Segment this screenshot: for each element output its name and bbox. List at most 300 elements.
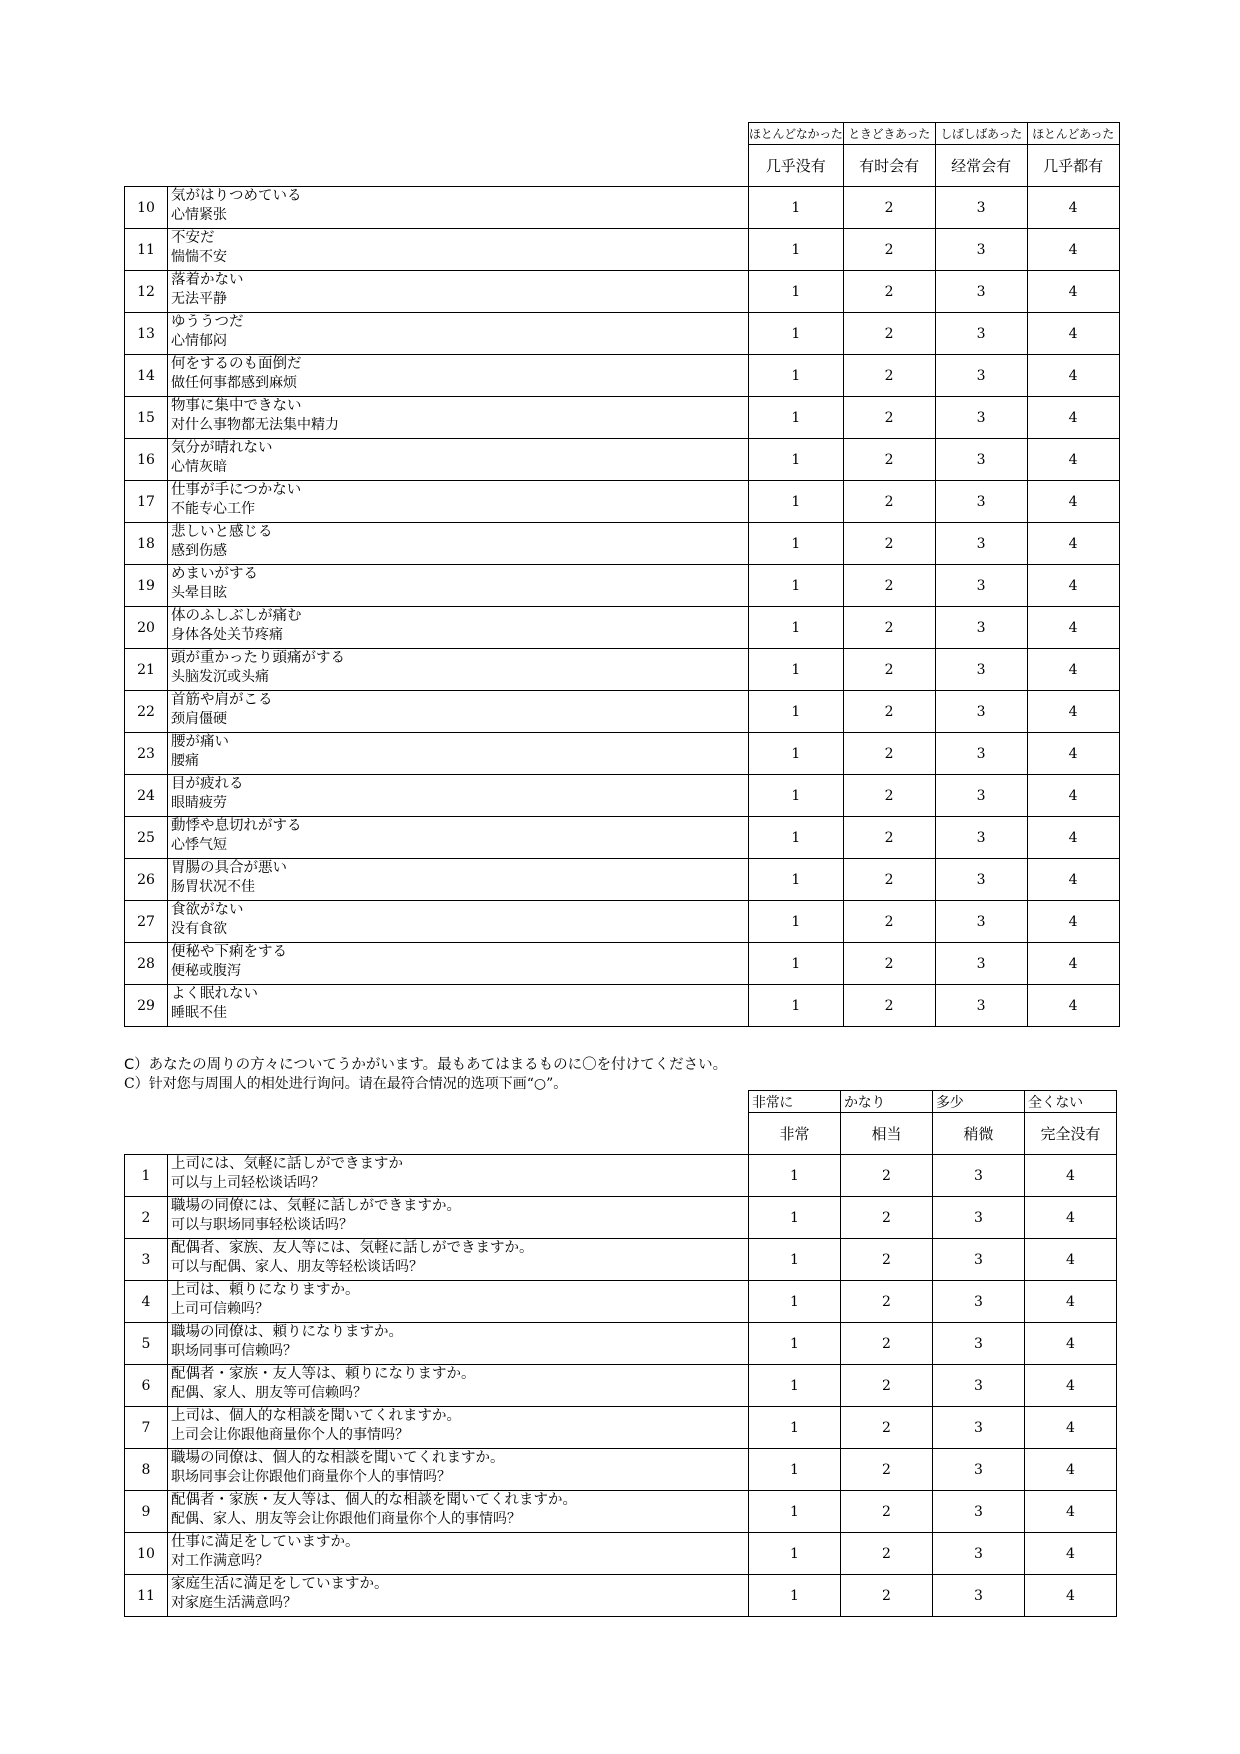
question-text-cn: 配偶、家人、朋友等可信赖吗？ — [171, 1385, 367, 1401]
question-number: 18 — [125, 523, 168, 565]
question-text — [168, 1365, 749, 1407]
question-text-cn: 不能专心工作 — [171, 501, 255, 517]
option-header-jp: ほとんどなかった — [749, 123, 844, 145]
question-text-jp: 上司は、個人的な相談を聞いてくれますか。 — [171, 1408, 461, 1424]
question-number: 19 — [125, 565, 168, 607]
question-text-jp: 職場の同僚は、頼りになりますか。 — [171, 1324, 403, 1340]
question-text-jp: 腰が痛い — [171, 734, 229, 750]
answer-option-4[interactable]: 4 — [1027, 649, 1119, 691]
answer-option-3[interactable]: 3 — [933, 1365, 1025, 1407]
answer-option-1[interactable]: 1 — [749, 313, 844, 355]
answer-option-3[interactable]: 3 — [935, 691, 1027, 733]
option-header-cn: 非常 — [749, 1113, 841, 1155]
stress-symptom-table — [124, 122, 1120, 1027]
answer-option-2[interactable]: 2 — [843, 859, 935, 901]
answer-option-2[interactable]: 2 — [841, 1197, 933, 1239]
question-text-jp: 職場の同僚は、個人的な相談を聞いてくれますか。 — [171, 1450, 505, 1466]
question-text — [168, 649, 749, 691]
question-text-cn: 肠胃状况不佳 — [171, 879, 255, 895]
answer-option-1[interactable]: 1 — [749, 649, 844, 691]
answer-option-2[interactable]: 2 — [843, 355, 935, 397]
answer-option-3[interactable]: 3 — [935, 649, 1027, 691]
question-text-cn: 眼睛疲劳 — [171, 795, 227, 811]
question-text-cn: 对什么事物都无法集中精力 — [171, 417, 339, 433]
answer-option-3[interactable]: 3 — [935, 355, 1027, 397]
answer-option-3[interactable]: 3 — [933, 1407, 1025, 1449]
question-text-cn: 做任何事都感到麻烦 — [171, 375, 297, 391]
answer-option-4[interactable]: 4 — [1027, 607, 1119, 649]
header-row-jp — [125, 123, 1120, 145]
answer-option-2[interactable]: 2 — [843, 565, 935, 607]
option-header-cn: 几乎没有 — [749, 145, 844, 187]
question-text-jp: 上司は、頼りになりますか。 — [171, 1282, 360, 1298]
question-number: 10 — [125, 1533, 168, 1575]
question-text-cn: 身体各处关节疼痛 — [171, 627, 283, 643]
question-text-jp: 悲しいと感じる — [171, 524, 273, 540]
answer-option-2[interactable]: 2 — [843, 271, 935, 313]
question-rows — [125, 187, 1120, 1027]
question-row — [125, 1575, 1117, 1617]
question-number: 12 — [125, 271, 168, 313]
answer-option-3[interactable]: 3 — [935, 775, 1027, 817]
question-text-jp: 首筋や肩がこる — [171, 692, 273, 708]
question-text — [168, 481, 749, 523]
answer-option-1[interactable]: 1 — [749, 901, 844, 943]
answer-option-4[interactable]: 4 — [1025, 1323, 1117, 1365]
question-number: 1 — [125, 1155, 168, 1197]
header-row-jp — [125, 1091, 1117, 1113]
answer-option-1[interactable]: 1 — [749, 1575, 841, 1617]
question-row — [125, 481, 1120, 523]
option-header-jp: かなり — [841, 1091, 933, 1113]
question-text-jp: 仕事が手につかない — [171, 482, 302, 498]
answer-option-2[interactable]: 2 — [841, 1575, 933, 1617]
answer-option-4[interactable]: 4 — [1027, 523, 1119, 565]
question-text — [168, 1239, 749, 1281]
answer-option-1[interactable]: 1 — [749, 691, 844, 733]
answer-option-2[interactable]: 2 — [843, 943, 935, 985]
social-support-table — [124, 1090, 1117, 1617]
answer-option-4[interactable]: 4 — [1027, 775, 1119, 817]
question-text-jp: 物事に集中できない — [171, 398, 302, 414]
question-text-cn: 上司可信赖吗？ — [171, 1301, 269, 1317]
question-text-jp: 体のふしぶしが痛む — [171, 608, 302, 624]
question-text-cn: 对家庭生活满意吗？ — [171, 1595, 297, 1611]
question-text-cn: 睡眠不佳 — [171, 1005, 227, 1021]
option-header-cn: 完全没有 — [1025, 1113, 1117, 1155]
question-row — [125, 733, 1120, 775]
answer-option-3[interactable]: 3 — [933, 1155, 1025, 1197]
question-text-cn: 可以与配偶、家人、朋友等轻松谈话吗？ — [171, 1259, 423, 1275]
answer-option-3[interactable]: 3 — [935, 607, 1027, 649]
question-row — [125, 1491, 1117, 1533]
option-header-jp: ほとんどあった — [1027, 123, 1119, 145]
answer-option-3[interactable]: 3 — [935, 985, 1027, 1027]
answer-option-4[interactable]: 4 — [1025, 1533, 1117, 1575]
option-header-cn: 稍微 — [933, 1113, 1025, 1155]
answer-option-1[interactable]: 1 — [749, 1239, 841, 1281]
question-text-cn: 惴惴不安 — [171, 249, 227, 265]
answer-option-4[interactable]: 4 — [1025, 1197, 1117, 1239]
question-text-cn: 头脑发沉或头痛 — [171, 669, 269, 685]
question-text — [168, 733, 749, 775]
answer-option-4[interactable]: 4 — [1025, 1365, 1117, 1407]
question-text — [168, 859, 749, 901]
question-row — [125, 775, 1120, 817]
answer-option-1[interactable]: 1 — [749, 775, 844, 817]
question-text — [168, 229, 749, 271]
answer-option-3[interactable]: 3 — [935, 817, 1027, 859]
answer-option-2[interactable]: 2 — [843, 775, 935, 817]
question-text — [168, 313, 749, 355]
answer-option-1[interactable]: 1 — [749, 985, 844, 1027]
question-text-jp: 何をするのも面倒だ — [171, 356, 302, 372]
answer-option-2[interactable]: 2 — [843, 901, 935, 943]
answer-option-2[interactable]: 2 — [841, 1449, 933, 1491]
answer-option-3[interactable]: 3 — [935, 313, 1027, 355]
option-header-cn: 经常会有 — [935, 145, 1027, 187]
question-row — [125, 1323, 1117, 1365]
answer-option-3[interactable]: 3 — [935, 481, 1027, 523]
question-number: 24 — [125, 775, 168, 817]
question-row — [125, 1533, 1117, 1575]
question-text-jp: 不安だ — [171, 230, 215, 246]
answer-option-2[interactable]: 2 — [841, 1533, 933, 1575]
question-text-jp: 落着かない — [171, 272, 244, 288]
answer-option-2[interactable]: 2 — [843, 481, 935, 523]
question-number: 5 — [125, 1323, 168, 1365]
answer-option-1[interactable]: 1 — [749, 481, 844, 523]
answer-option-3[interactable]: 3 — [935, 229, 1027, 271]
answer-option-3[interactable]: 3 — [935, 943, 1027, 985]
question-text — [168, 1323, 749, 1365]
answer-option-1[interactable]: 1 — [749, 733, 844, 775]
answer-option-4[interactable]: 4 — [1027, 229, 1119, 271]
question-row — [125, 565, 1120, 607]
question-row — [125, 607, 1120, 649]
answer-option-2[interactable]: 2 — [841, 1323, 933, 1365]
question-text — [168, 1449, 749, 1491]
answer-option-1[interactable]: 1 — [749, 1407, 841, 1449]
answer-option-1[interactable]: 1 — [749, 1155, 841, 1197]
question-row — [125, 859, 1120, 901]
question-text-cn: 腰痛 — [171, 753, 199, 769]
question-text — [168, 775, 749, 817]
question-text — [168, 1281, 749, 1323]
answer-option-3[interactable]: 3 — [933, 1197, 1025, 1239]
answer-option-3[interactable]: 3 — [933, 1449, 1025, 1491]
question-row — [125, 229, 1120, 271]
answer-option-4[interactable]: 4 — [1025, 1575, 1117, 1617]
question-text-cn: 感到伤感 — [171, 543, 227, 559]
question-number: 29 — [125, 985, 168, 1027]
question-text-jp: 気がはりつめている — [171, 188, 302, 204]
answer-option-1[interactable]: 1 — [749, 1533, 841, 1575]
question-text — [168, 943, 749, 985]
answer-option-1[interactable]: 1 — [749, 1323, 841, 1365]
answer-option-2[interactable]: 2 — [841, 1155, 933, 1197]
question-text — [168, 901, 749, 943]
question-number: 20 — [125, 607, 168, 649]
option-header-jp: 多少 — [933, 1091, 1025, 1113]
answer-option-4[interactable]: 4 — [1027, 901, 1119, 943]
answer-option-4[interactable]: 4 — [1027, 355, 1119, 397]
answer-option-1[interactable]: 1 — [749, 607, 844, 649]
answer-option-4[interactable]: 4 — [1025, 1449, 1117, 1491]
option-header-jp: 非常に — [749, 1091, 841, 1113]
question-text — [168, 271, 749, 313]
question-text-jp: 配偶者・家族・友人等は、個人的な相談を聞いてくれますか。 — [171, 1492, 577, 1508]
question-number: 9 — [125, 1491, 168, 1533]
question-row — [125, 1197, 1117, 1239]
question-text-cn: 对工作满意吗？ — [171, 1553, 269, 1569]
answer-option-1[interactable]: 1 — [749, 271, 844, 313]
question-number: 17 — [125, 481, 168, 523]
answer-option-4[interactable]: 4 — [1027, 943, 1119, 985]
option-header-cn: 有时会有 — [843, 145, 935, 187]
question-row — [125, 523, 1120, 565]
answer-option-4[interactable]: 4 — [1025, 1407, 1117, 1449]
answer-option-3[interactable]: 3 — [935, 565, 1027, 607]
question-text — [168, 355, 749, 397]
answer-option-3[interactable]: 3 — [935, 271, 1027, 313]
question-text-cn: 可以与上司轻松谈话吗？ — [171, 1175, 325, 1191]
question-number: 2 — [125, 1197, 168, 1239]
question-number: 26 — [125, 859, 168, 901]
section-c-instruction-cn: C）针对您与周围人的相处进行询问。请在最符合情况的选项下画“○”。 — [124, 1076, 568, 1092]
question-number: 14 — [125, 355, 168, 397]
question-text — [168, 187, 749, 229]
question-number: 25 — [125, 817, 168, 859]
answer-option-3[interactable]: 3 — [933, 1281, 1025, 1323]
question-text — [168, 397, 749, 439]
question-text-jp: 目が疲れる — [171, 776, 244, 792]
question-number: 22 — [125, 691, 168, 733]
answer-option-4[interactable]: 4 — [1027, 817, 1119, 859]
answer-option-1[interactable]: 1 — [749, 859, 844, 901]
answer-option-4[interactable]: 4 — [1025, 1281, 1117, 1323]
header-row-cn — [125, 145, 1120, 187]
answer-option-3[interactable]: 3 — [935, 901, 1027, 943]
question-number: 11 — [125, 1575, 168, 1617]
question-rows — [125, 1155, 1117, 1617]
answer-option-4[interactable]: 4 — [1027, 733, 1119, 775]
answer-option-1[interactable]: 1 — [749, 1281, 841, 1323]
question-row — [125, 313, 1120, 355]
question-text-jp: 上司には、気軽に話しができますか — [171, 1156, 403, 1172]
question-number: 16 — [125, 439, 168, 481]
question-row — [125, 901, 1120, 943]
question-text-cn: 颈肩僵硬 — [171, 711, 227, 727]
answer-option-1[interactable]: 1 — [749, 817, 844, 859]
question-text-cn: 心情灰暗 — [171, 459, 227, 475]
answer-option-3[interactable]: 3 — [935, 397, 1027, 439]
answer-option-3[interactable]: 3 — [935, 733, 1027, 775]
question-text-jp: 気分が晴れない — [171, 440, 273, 456]
question-number: 3 — [125, 1239, 168, 1281]
answer-option-2[interactable]: 2 — [843, 985, 935, 1027]
question-text — [168, 817, 749, 859]
question-text-cn: 配偶、家人、朋友等会让你跟他们商量你个人的事情吗？ — [171, 1511, 521, 1527]
answer-option-4[interactable]: 4 — [1027, 271, 1119, 313]
question-text — [168, 523, 749, 565]
answer-option-1[interactable]: 1 — [749, 1197, 841, 1239]
question-text-cn: 没有食欲 — [171, 921, 227, 937]
answer-option-4[interactable]: 4 — [1025, 1491, 1117, 1533]
answer-option-4[interactable]: 4 — [1027, 397, 1119, 439]
answer-option-3[interactable]: 3 — [933, 1239, 1025, 1281]
question-text-jp: 動悸や息切れがする — [171, 818, 302, 834]
answer-option-2[interactable]: 2 — [843, 187, 935, 229]
question-text-jp: よく眠れない — [171, 986, 258, 1002]
question-number: 6 — [125, 1365, 168, 1407]
answer-option-2[interactable]: 2 — [843, 691, 935, 733]
option-header-jp: ときどきあった — [843, 123, 935, 145]
option-header-cn: 相当 — [841, 1113, 933, 1155]
question-text — [168, 565, 749, 607]
answer-option-2[interactable]: 2 — [841, 1281, 933, 1323]
question-text — [168, 1491, 749, 1533]
answer-option-1[interactable]: 1 — [749, 1491, 841, 1533]
question-text-cn: 可以与职场同事轻松谈话吗？ — [171, 1217, 353, 1233]
answer-option-2[interactable]: 2 — [841, 1365, 933, 1407]
answer-option-3[interactable]: 3 — [933, 1491, 1025, 1533]
question-row — [125, 649, 1120, 691]
question-row — [125, 1155, 1117, 1197]
question-text — [168, 1533, 749, 1575]
question-text — [168, 1155, 749, 1197]
question-number: 11 — [125, 229, 168, 271]
answer-option-3[interactable]: 3 — [933, 1323, 1025, 1365]
answer-option-4[interactable]: 4 — [1027, 439, 1119, 481]
answer-option-1[interactable]: 1 — [749, 355, 844, 397]
question-row — [125, 355, 1120, 397]
answer-option-4[interactable]: 4 — [1025, 1155, 1117, 1197]
question-number: 4 — [125, 1281, 168, 1323]
question-text-cn: 职场同事会让你跟他们商量你个人的事情吗？ — [171, 1469, 451, 1485]
question-number: 28 — [125, 943, 168, 985]
question-number: 27 — [125, 901, 168, 943]
answer-option-1[interactable]: 1 — [749, 187, 844, 229]
question-text-cn: 头晕目眩 — [171, 585, 227, 601]
option-header-jp: しばしばあった — [935, 123, 1027, 145]
question-text — [168, 1407, 749, 1449]
answer-option-3[interactable]: 3 — [935, 859, 1027, 901]
answer-option-2[interactable]: 2 — [843, 229, 935, 271]
answer-option-4[interactable]: 4 — [1025, 1239, 1117, 1281]
section-c-instruction-jp: C）あなたの周りの方々についてうかがいます。最もあてはまるものに〇を付けてください。 — [124, 1057, 728, 1073]
question-text-jp: ゆううつだ — [171, 314, 244, 330]
answer-option-1[interactable]: 1 — [749, 1365, 841, 1407]
question-row — [125, 1281, 1117, 1323]
answer-option-2[interactable]: 2 — [841, 1239, 933, 1281]
answer-option-3[interactable]: 3 — [935, 439, 1027, 481]
answer-option-1[interactable]: 1 — [749, 523, 844, 565]
question-text-jp: 食欲がない — [171, 902, 244, 918]
question-text — [168, 691, 749, 733]
question-number: 21 — [125, 649, 168, 691]
answer-option-4[interactable]: 4 — [1027, 565, 1119, 607]
question-text — [168, 985, 749, 1027]
question-row — [125, 1449, 1117, 1491]
question-text-jp: 胃腸の具合が悪い — [171, 860, 287, 876]
answer-option-2[interactable]: 2 — [843, 313, 935, 355]
answer-option-1[interactable]: 1 — [749, 565, 844, 607]
answer-option-2[interactable]: 2 — [841, 1407, 933, 1449]
answer-option-2[interactable]: 2 — [843, 649, 935, 691]
question-text-jp: 家庭生活に満足をしていますか。 — [171, 1576, 389, 1592]
answer-option-2[interactable]: 2 — [843, 817, 935, 859]
answer-option-4[interactable]: 4 — [1027, 859, 1119, 901]
answer-option-2[interactable]: 2 — [843, 733, 935, 775]
question-row — [125, 187, 1120, 229]
question-number: 23 — [125, 733, 168, 775]
question-text — [168, 607, 749, 649]
answer-option-4[interactable]: 4 — [1027, 313, 1119, 355]
question-text-cn: 上司会让你跟他商量你个人的事情吗？ — [171, 1427, 409, 1443]
question-number: 13 — [125, 313, 168, 355]
question-text — [168, 439, 749, 481]
answer-option-1[interactable]: 1 — [749, 229, 844, 271]
question-number: 8 — [125, 1449, 168, 1491]
question-text-cn: 职场同事可信赖吗？ — [171, 1343, 297, 1359]
question-text-cn: 便秘或腹泻 — [171, 963, 241, 979]
question-row — [125, 1239, 1117, 1281]
question-text-cn: 无法平静 — [171, 291, 227, 307]
answer-option-4[interactable]: 4 — [1027, 187, 1119, 229]
answer-option-4[interactable]: 4 — [1027, 691, 1119, 733]
answer-option-2[interactable]: 2 — [843, 523, 935, 565]
answer-option-2[interactable]: 2 — [843, 397, 935, 439]
question-text-jp: 配偶者、家族、友人等には、気軽に話しができますか。 — [171, 1240, 534, 1256]
answer-option-1[interactable]: 1 — [749, 1449, 841, 1491]
answer-option-4[interactable]: 4 — [1027, 985, 1119, 1027]
answer-option-2[interactable]: 2 — [843, 607, 935, 649]
question-row — [125, 943, 1120, 985]
question-row — [125, 691, 1120, 733]
answer-option-1[interactable]: 1 — [749, 943, 844, 985]
question-row — [125, 1407, 1117, 1449]
answer-option-2[interactable]: 2 — [841, 1491, 933, 1533]
question-number: 7 — [125, 1407, 168, 1449]
question-number: 10 — [125, 187, 168, 229]
question-row — [125, 985, 1120, 1027]
option-header-jp: 全くない — [1025, 1091, 1117, 1113]
question-row — [125, 439, 1120, 481]
answer-option-3[interactable]: 3 — [935, 523, 1027, 565]
question-text-jp: 配偶者・家族・友人等は、頼りになりますか。 — [171, 1366, 476, 1382]
question-text-cn: 心情紧张 — [171, 207, 227, 223]
answer-option-3[interactable]: 3 — [933, 1575, 1025, 1617]
question-text-cn: 心情郁闷 — [171, 333, 227, 349]
answer-option-3[interactable]: 3 — [933, 1533, 1025, 1575]
answer-option-1[interactable]: 1 — [749, 439, 844, 481]
question-row — [125, 1365, 1117, 1407]
answer-option-1[interactable]: 1 — [749, 397, 844, 439]
question-text-jp: 職場の同僚には、気軽に話しができますか。 — [171, 1198, 461, 1214]
question-row — [125, 397, 1120, 439]
answer-option-2[interactable]: 2 — [843, 439, 935, 481]
question-row — [125, 817, 1120, 859]
question-row — [125, 271, 1120, 313]
question-text-jp: めまいがする — [171, 566, 258, 582]
answer-option-4[interactable]: 4 — [1027, 481, 1119, 523]
question-text-cn: 心悸气短 — [171, 837, 227, 853]
answer-option-3[interactable]: 3 — [935, 187, 1027, 229]
question-text-jp: 便秘や下痢をする — [171, 944, 287, 960]
option-header-cn: 几乎都有 — [1027, 145, 1119, 187]
question-number: 15 — [125, 397, 168, 439]
